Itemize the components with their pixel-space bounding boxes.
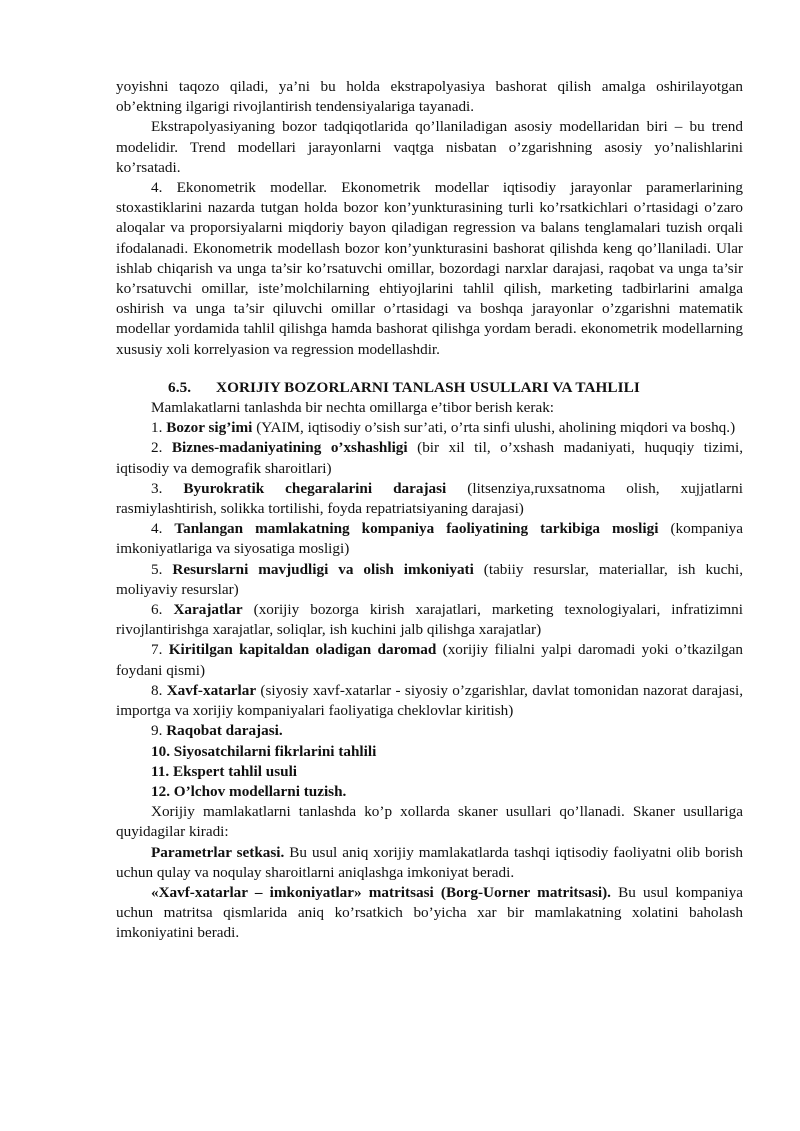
method-description: Bu usul kompaniya uchun matritsa qismlarida aniq ko’rsatkich bo’yicha xar bir mamlakatning xolatini baholash imkoniyatini beradi. [116,883,743,942]
factors-intro: Mamlakatlarni tanlashda bir nechta omillarga e’tibor berish kerak: [151,399,555,417]
factor-number: 6. [151,601,163,619]
factor-description: (YAIM, iqtisodiy o’sish sur’ati, o’rta sinfi ulushi, aholining miqdori va boshq.) [252,419,736,437]
factor-item [116,600,743,640]
factor-description: (tabiiy resurslar, materiallar, ish kuchi, moliyaviy resurslar) [116,560,743,598]
factor-item [116,519,743,559]
method-description: Bu usul aniq xorijiy mamlakatlarda tashqi iqtisodiy faoliyatni olib borish uchun qulay va noqulay sharoitlarni aniqlashga imkoniyat beradi. [116,843,743,881]
factor-title: 11. Ekspert tahlil usuli [151,762,298,780]
factor-title: Byurokratik chegaralarini darajasi [183,479,447,497]
factor-title: Tanlangan mamlakatning kompaniya faoliyatining tarkibiga mosligi [174,520,659,538]
factor-item [116,721,743,741]
factor-title: Bozor sig’imi [166,419,253,437]
factor-title: Xavf-xatarlar [166,681,257,699]
factor-title: 10. Siyosatchilarni fikrlarini tahlili [151,742,377,760]
factor-number: 9. [151,722,163,740]
factor-item-bold [116,782,743,802]
factor-title: Biznes-madaniyatining o’xshashligi [171,439,408,457]
section-title: XORIJIY BOZORLARNI TANLASH USULLARI VA TAHLILI [216,378,640,396]
paragraph-trend-models: Ekstrapolyasiyaning bozor tadqiqotlarida qo’llaniladigan asosiy modellaridan biri – bu trend modelidir. Trend modellari jarayonlarni vaqtga nisbatan o’zgarishning asosiy yo’nalishlarini ko’rsatadi. [116,118,743,176]
method-item [116,883,743,944]
factor-title: Kiritilgan kapitaldan oladigan daromad [168,641,437,659]
factor-number: 4. [151,520,163,538]
factor-number: 7. [151,641,163,659]
document-page [116,77,743,944]
factor-description: (litsenziya,ruxsatnoma olish, xujjatlarni rasmiylashtirish, solikka tortilishi, foyda repatriatsiyaning darajasi) [116,479,743,518]
factor-description: (kompaniya imkoniyatlariga va siyosatiga mosligi) [116,520,743,558]
factor-description: (bir xil til, o’xshash madaniyati, huquqiy tizimi, iqtisodiy va demografik sharoitlari) [116,439,743,477]
factor-number: 8. [151,681,163,699]
method-item [116,843,743,883]
paragraph-econometric-models: 4. Ekonometrik modellar. Ekonometrik modellar iqtisodiy jarayonlar paramerlarining stoxastiklarini nazarda tutgan holda bozor kon’yunkturasining turli ko’rsatkichlari o’rtasidagi o’zaro aloqalar va proporsiyalarni miqdoriy bayon qiladigan regression va balans tenglamalari tuzish orqali ifodalanadi. Ekonometrik modellash bozor kon’yunkturasini bashorat qilishda keng qo’llaniladi. Ular ishlab chiqarish va unga ta’sir ko’rsatuvchi omillar, bozordagi narxlar darajasi, raqobat va unga ta’sir ko’rsatuvchi omillar, iste’molchilarning ehtiyojlarini tahlil qilish, marketing tadbirlarini amalga oshirish va unga ta’sir qiluvchi omillar o’rtasidagi va boshqa jarayonlar o’zgarishni matematik modellar yordamida tahlil qilishga hamda bashorat qilishga yordam beradi. ekonometrik modellarning xususiy xoli korrelyasion va regression modellashdir. [116,179,743,358]
method-title: Parametrlar setkasi. [151,843,285,861]
factor-item [116,640,743,680]
factor-description: (xorijiy bozorga kirish xarajatlari, marketing texnologiyalari, infratizimni rivojlantirishga xarajatlar, soliqlar, ish kuchini jalb qilishga xarajatlar) [116,601,743,639]
method-title: «Xavf-xatarlar – imkoniyatlar» matritsasi (Borg-Uorner matritsasi). [151,883,611,901]
factor-number: 3. [151,479,163,497]
factor-item-bold [116,762,743,782]
factor-item [116,681,743,721]
factor-item [116,479,743,519]
section-heading [116,378,743,398]
factor-description: (siyosiy xavf-xatarlar - siyosiy o’zgarishlar, davlat tomonidan nazorat darajasi, importga va xorijiy kompaniyalari faoliyatiga cheklovlar kiritish) [116,681,743,720]
factor-item-bold [116,742,743,762]
factor-number: 2. [151,439,163,457]
section-number: 6.5. [168,378,192,396]
factor-item [116,560,743,600]
factor-title: 12. O’lchov modellarni tuzish. [151,782,347,800]
paragraph-continuation: yoyishni taqozo qiladi, ya’ni bu holda ekstrapolyasiya bashorat qilish amalga oshirilayotgan ob’ektning ilgarigi rivojlantirish tendensiyalariga tayanadi. [116,78,743,116]
factor-description: (xorijiy filialni yalpi daromadi yoki o’tkazilgan foydani qismi) [116,641,743,679]
scanner-methods-intro: Xorijiy mamlakatlarni tanlashda ko’p xollarda skaner usullari qo’llanadi. Skaner usullariga quyidagilar kiradi: [116,803,743,841]
factor-title: Raqobat darajasi. [166,722,283,740]
factor-number: 5. [151,560,163,578]
factor-item [116,418,743,438]
factor-item [116,438,743,478]
factor-title: Xarajatlar [173,601,243,619]
factor-number: 1. [151,419,163,437]
factor-title: Resurslarni mavjudligi va olish imkoniyati [172,560,474,578]
